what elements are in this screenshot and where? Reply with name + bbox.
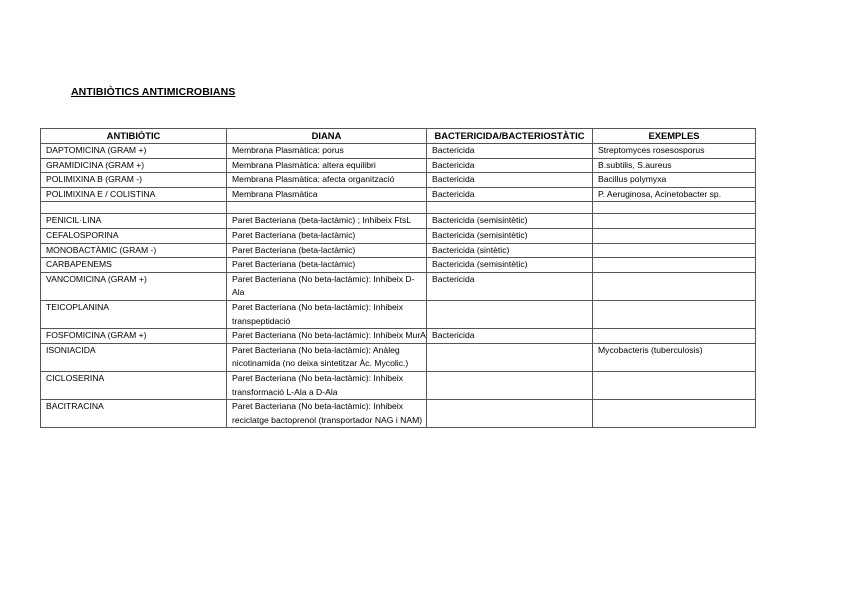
target-cell: Paret Bacteriana (No beta-lactàmic): Anàleg nicotinamida (no deixa sintetitzar Àc. Mycolic.) [227, 343, 427, 371]
table-row [41, 144, 756, 159]
antibiotic-cell: DAPTOMICINA (GRAM +) [41, 144, 227, 159]
examples-cell [593, 214, 756, 229]
target-cell: Paret Bacteriana (No beta-lactàmic): Inhibeix MurA [227, 329, 427, 344]
antibiotics-table [40, 128, 756, 428]
antibiotic-cell: PENICIL·LINA [41, 214, 227, 229]
table-row [41, 300, 756, 328]
header-antibiotic: ANTIBIÒTIC [41, 129, 227, 144]
examples-cell [593, 400, 756, 428]
target-cell: Membrana Plasmàtica: afecta organització [227, 173, 427, 188]
target-cell: Membrana Plasmàtica: porus [227, 144, 427, 159]
examples-cell: P. Aeruginosa, Acinetobacter sp. [593, 187, 756, 202]
antibiotic-cell [41, 202, 227, 214]
table-row [41, 272, 756, 300]
target-cell: Paret Bacteriana (beta-lactàmic) [227, 228, 427, 243]
target-cell: Paret Bacteriana (beta-lactàmic) [227, 243, 427, 258]
examples-cell: Streptomyces rosesosporus [593, 144, 756, 159]
table-row [41, 228, 756, 243]
examples-cell: B.subtilis, S.aureus [593, 158, 756, 173]
action-cell [427, 202, 593, 214]
antibiotic-cell: POLIMIXINA E / COLISTINA [41, 187, 227, 202]
target-cell: Paret Bacteriana (beta-lactàmic) ; Inhibeix FtsL [227, 214, 427, 229]
examples-cell [593, 371, 756, 399]
table-row [41, 243, 756, 258]
antibiotic-cell: CICLOSERINA [41, 371, 227, 399]
document-title: ANTIBIÒTICS ANTIMICROBIANS [71, 86, 236, 98]
table-body [41, 144, 756, 428]
target-cell: Membrana Plasmàtica [227, 187, 427, 202]
action-cell: Bactericida [427, 272, 593, 300]
table-row [41, 343, 756, 371]
table-row [41, 202, 756, 214]
table-row [41, 187, 756, 202]
table-header-row [41, 129, 756, 144]
table-row [41, 214, 756, 229]
action-cell: Bactericida (semisintètic) [427, 228, 593, 243]
header-action: BACTERICIDA/BACTERIOSTÀTIC [427, 129, 593, 144]
table-row [41, 329, 756, 344]
examples-cell [593, 243, 756, 258]
antibiotic-cell: TEICOPLANINA [41, 300, 227, 328]
examples-cell: Bacillus polymyxa [593, 173, 756, 188]
action-cell: Bactericida (semisintètic) [427, 214, 593, 229]
examples-cell [593, 329, 756, 344]
table-row [41, 258, 756, 273]
target-cell: Paret Bacteriana (No beta-lactàmic): Inhibeix reciclatge bactoprenol (transportador NAG i NAM) [227, 400, 427, 428]
examples-cell [593, 202, 756, 214]
target-cell: Paret Bacteriana (No beta-lactàmic): Inhibeix D-Ala [227, 272, 427, 300]
target-cell [227, 202, 427, 214]
header-examples: EXEMPLES [593, 129, 756, 144]
examples-cell [593, 228, 756, 243]
target-cell: Membrana Plasmàtica: altera equilibri [227, 158, 427, 173]
antibiotic-cell: BACITRACINA [41, 400, 227, 428]
antibiotic-cell: POLIMIXINA B (GRAM -) [41, 173, 227, 188]
table-row [41, 371, 756, 399]
examples-cell [593, 258, 756, 273]
action-cell [427, 300, 593, 328]
action-cell: Bactericida [427, 329, 593, 344]
action-cell [427, 400, 593, 428]
target-cell: Paret Bacteriana (No beta-lactàmic): Inhibeix transpeptidació [227, 300, 427, 328]
antibiotic-cell: CARBAPENEMS [41, 258, 227, 273]
antibiotic-cell: FOSFOMICINA (GRAM +) [41, 329, 227, 344]
examples-cell: Mycobacteris (tuberculosis) [593, 343, 756, 371]
antibiotic-cell: MONOBACTÀMIC (GRAM -) [41, 243, 227, 258]
table-row [41, 173, 756, 188]
antibiotic-cell: ISONIACIDA [41, 343, 227, 371]
action-cell: Bactericida [427, 144, 593, 159]
table-row [41, 158, 756, 173]
antibiotic-cell: CEFALOSPORINA [41, 228, 227, 243]
examples-cell [593, 272, 756, 300]
action-cell: Bactericida (semisintètic) [427, 258, 593, 273]
action-cell: Bactericida (sintètic) [427, 243, 593, 258]
header-target: DIANA [227, 129, 427, 144]
action-cell: Bactericida [427, 158, 593, 173]
action-cell [427, 343, 593, 371]
action-cell: Bactericida [427, 173, 593, 188]
target-cell: Paret Bacteriana (No beta-lactàmic): Inhibeix transformació L-Ala a D-Ala [227, 371, 427, 399]
action-cell: Bactericida [427, 187, 593, 202]
antibiotic-cell: VANCOMICINA (GRAM +) [41, 272, 227, 300]
target-cell: Paret Bacteriana (beta-lactàmic) [227, 258, 427, 273]
antibiotic-cell: GRAMIDICINA (GRAM +) [41, 158, 227, 173]
action-cell [427, 371, 593, 399]
table-row [41, 400, 756, 428]
examples-cell [593, 300, 756, 328]
